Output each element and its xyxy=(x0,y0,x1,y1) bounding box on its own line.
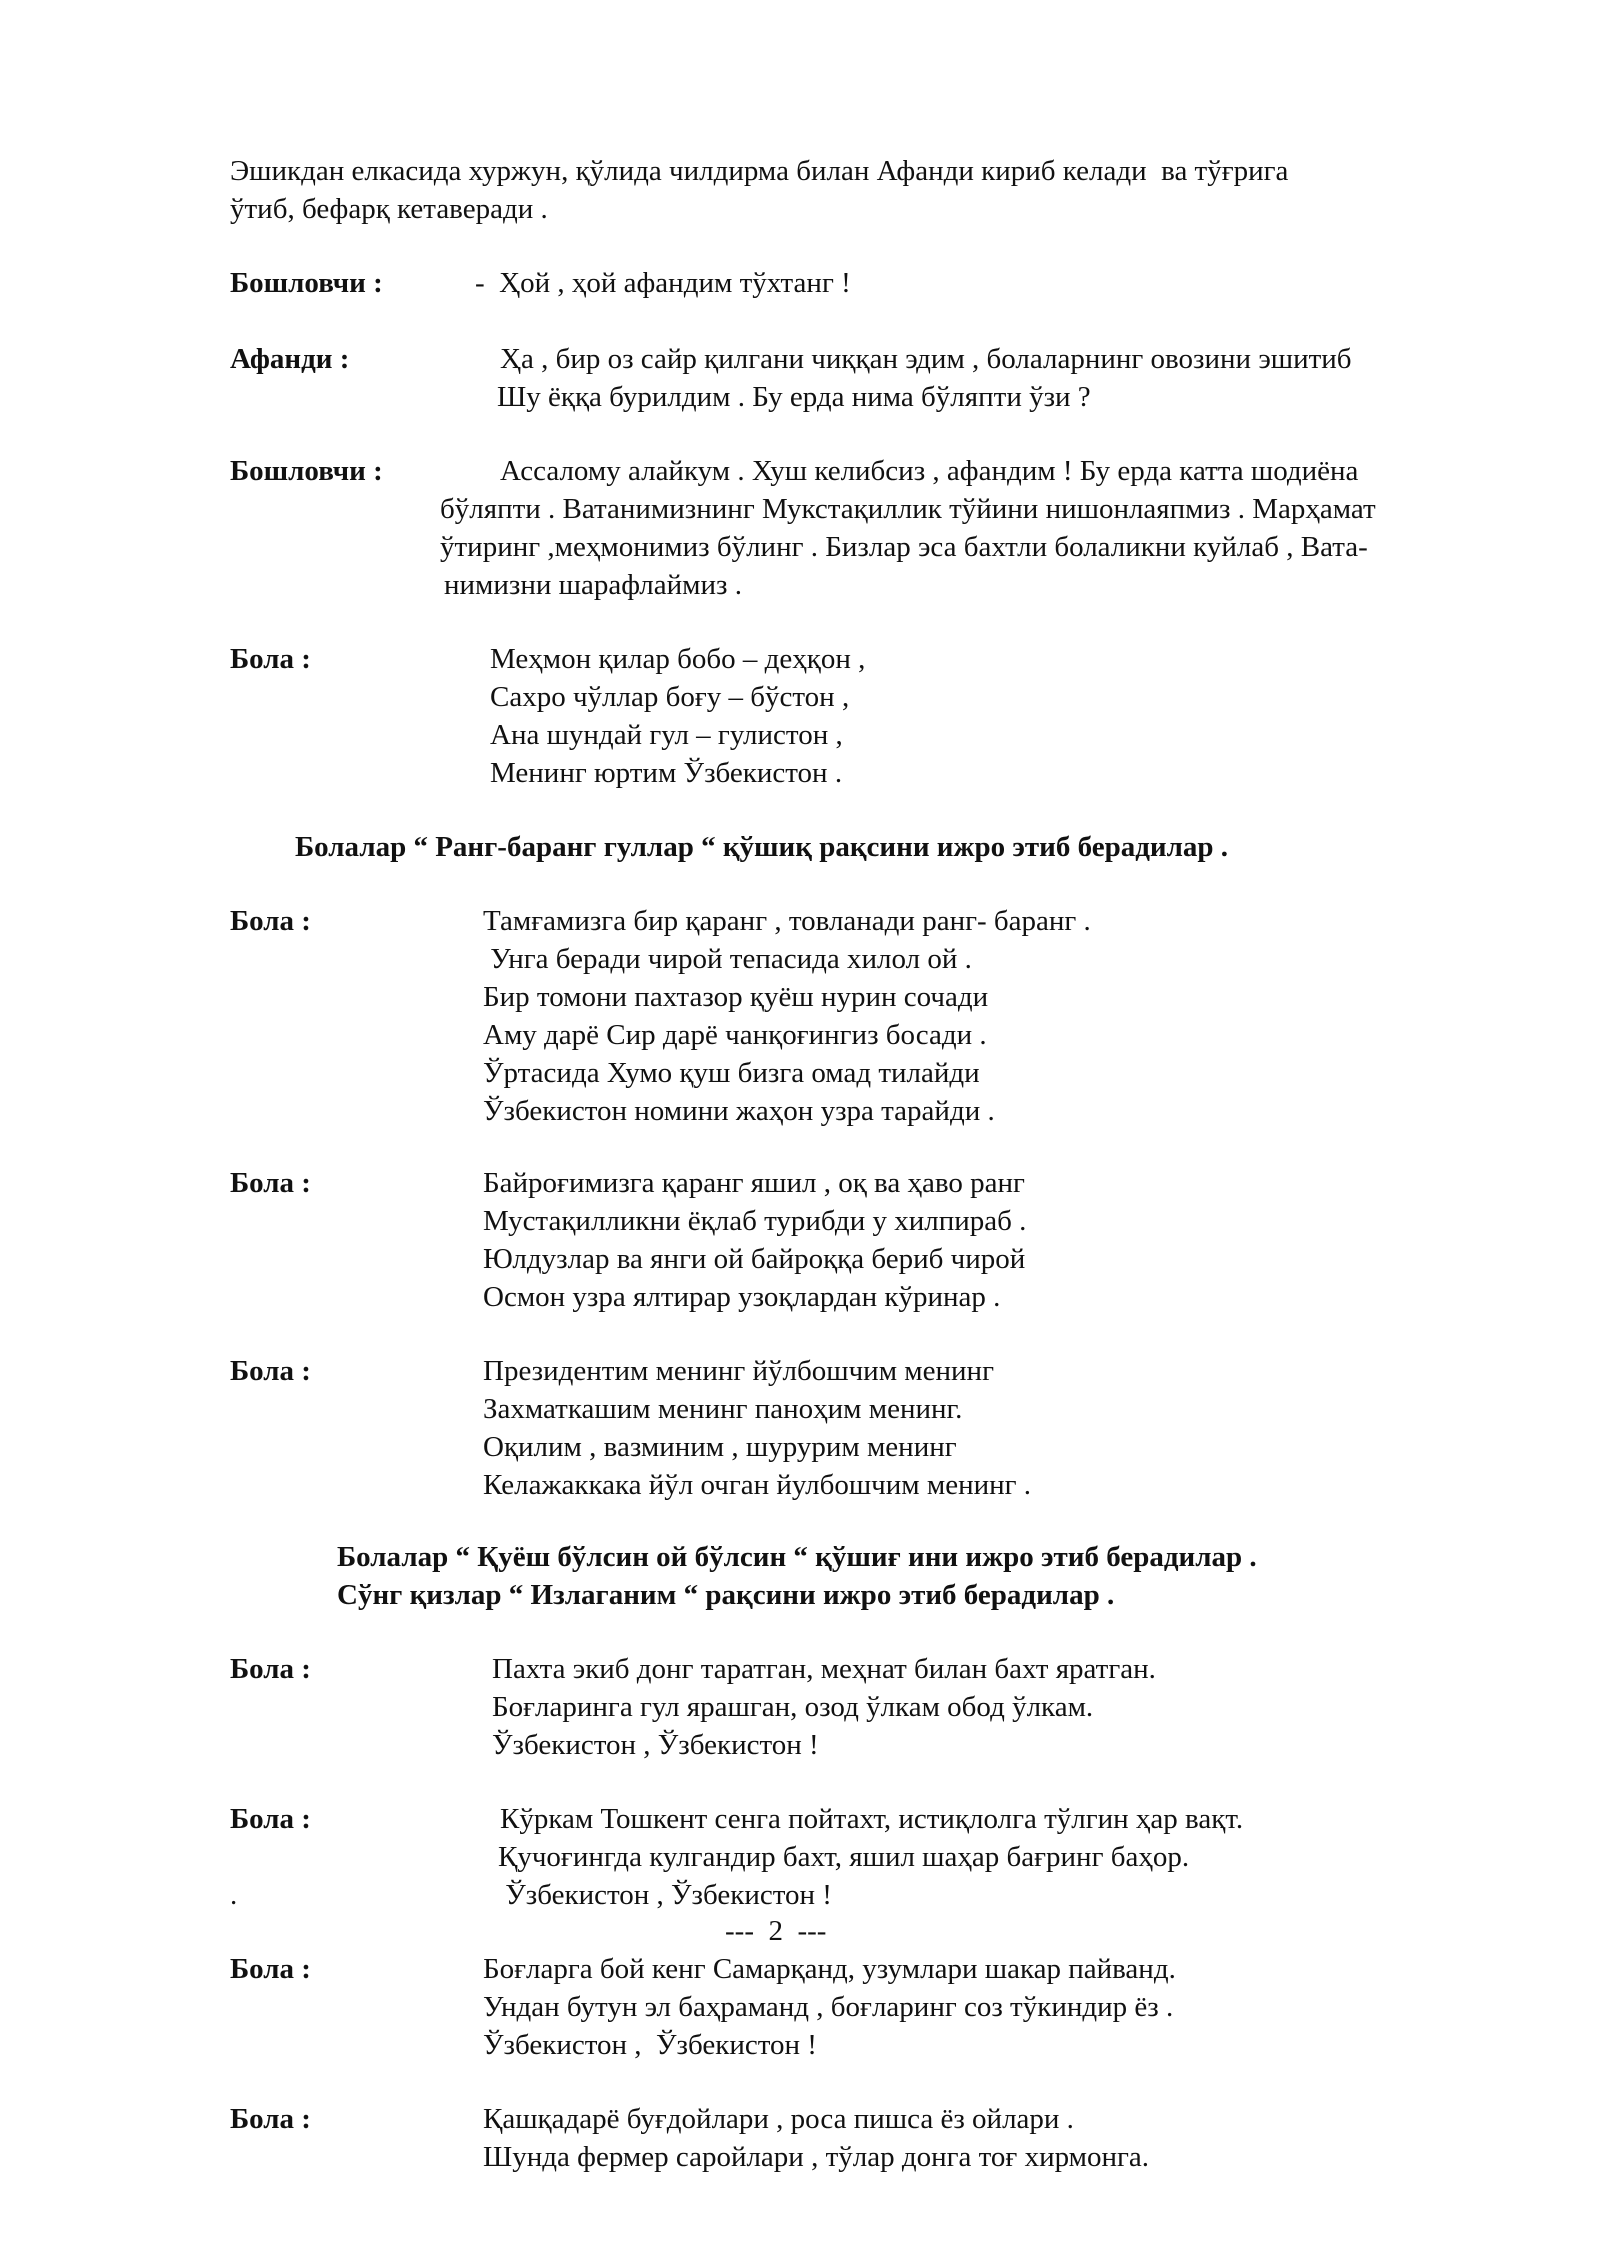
stage-direction: Сўнг қизлар “ Излаганим “ рақсини ижро этиб берадилар . xyxy=(337,1579,1115,1611)
speaker-label: Афанди : xyxy=(230,343,350,375)
speaker-label: Бошловчи : xyxy=(230,455,383,487)
verse-line: Тамғамизга бир қаранг , товланади ранг- баранг . xyxy=(483,905,1091,937)
verse-line: Президентим менинг йўлбошчим менинг xyxy=(483,1355,994,1387)
verse-line: Пахта экиб донг таратган, меҳнат билан бахт яратган. xyxy=(492,1653,1156,1685)
verse-line: Қашқадарё буғдойлари , роса пишса ёз ойлари . xyxy=(483,2103,1074,2135)
dialogue-line: - Ҳой , ҳой афандим тўхтанг ! xyxy=(475,267,851,299)
verse-line: Осмон узра ялтирар узоқлардан кўринар . xyxy=(483,1281,1001,1313)
speaker-label: Бола : xyxy=(230,1355,311,1387)
verse-line: Ўзбекистон , Ўзбекистон ! xyxy=(492,1729,819,1761)
stage-direction: Болалар “ Ранг-баранг гуллар “ қўшиқ рақсини ижро этиб берадилар . xyxy=(295,831,1229,863)
verse-line: Байроғимизга қаранг яшил , оқ ва ҳаво ранг xyxy=(483,1167,1025,1199)
verse-line: Шунда фермер саройлари , тўлар донга тоғ хирмонга. xyxy=(483,2141,1150,2173)
speaker-label: Бола : xyxy=(230,1953,311,1985)
speaker-label: Бола : xyxy=(230,1653,311,1685)
verse-line: Ўртасида Хумо қуш бизга омад тилайди xyxy=(483,1057,980,1089)
verse-line: Менинг юртим Ўзбекистон . xyxy=(490,757,843,789)
speaker-label: Бола : xyxy=(230,2103,311,2135)
stray-mark: . xyxy=(230,1879,238,1911)
dialogue-line: бўляпти . Ватанимизнинг Мукстақиллик тўйини нишонлаяпмиз . Марҳамат xyxy=(440,493,1376,525)
dialogue-line: нимизни шарафлаймиз . xyxy=(444,569,742,601)
verse-line: Ундан бутун эл баҳраманд , боғларинг соз тўкиндир ёз . xyxy=(483,1991,1174,2023)
verse-line: Ана шундай гул – гулистон , xyxy=(490,719,843,751)
verse-line: Аму дарё Сир дарё чанқоғингиз босади . xyxy=(483,1019,987,1051)
intro-line: Эшикдан елкасида хуржун, қўлида чилдирма билан Афанди кириб келади ва тўғрига xyxy=(230,155,1289,187)
speaker-label: Бола : xyxy=(230,905,311,937)
verse-line: Боғларга бой кенг Самарқанд, узумлари шакар пайванд. xyxy=(483,1953,1176,1985)
intro-line: ўтиб, бефарқ кетаверади . xyxy=(230,193,548,225)
verse-line: Кўркам Тошкент сенга пойтахт, истиқлолга тўлгин ҳар вақт. xyxy=(500,1803,1244,1835)
verse-line: Оқилим , вазминим , шурурим менинг xyxy=(483,1431,957,1463)
dialogue-line: Ассалому алайкум . Хуш келибсиз , афандим ! Бу ерда катта шодиёна xyxy=(500,455,1359,487)
verse-line: Бир томони пахтазор қуёш нурин сочади xyxy=(483,981,989,1013)
speaker-label: Бола : xyxy=(230,643,311,675)
verse-line: Мустақилликни ёқлаб турибди у хилпираб . xyxy=(483,1205,1027,1237)
speaker-label: Бола : xyxy=(230,1167,311,1199)
page-number: --- 2 --- xyxy=(725,1915,827,1947)
verse-line: Меҳмон қилар бобо – деҳқон , xyxy=(490,643,866,675)
verse-line: Келажаккака йўл очган йулбошчим менинг . xyxy=(483,1469,1032,1501)
verse-line: Захматкашим менинг паноҳим менинг. xyxy=(483,1393,963,1425)
verse-line: Ўзбекистон , Ўзбекистон ! xyxy=(483,2029,817,2061)
dialogue-line: Ҳа , бир оз сайр қилгани чиққан эдим , болаларнинг овозини эшитиб xyxy=(500,343,1352,375)
verse-line: Қучоғингда кулгандир бахт, яшил шаҳар бағринг баҳор. xyxy=(498,1841,1190,1873)
verse-line: Юлдузлар ва янги ой байроққа бериб чирой xyxy=(483,1243,1026,1275)
dialogue-line: Шу ёққа бурилдим . Бу ерда нима бўляпти ўзи ? xyxy=(497,381,1091,413)
verse-line: Боғларинга гул ярашган, озод ўлкам обод ўлкам. xyxy=(492,1691,1094,1723)
dialogue-line: ўтиринг ,меҳмонимиз бўлинг . Бизлар эса бахтли болаликни куйлаб , Вата- xyxy=(440,531,1368,563)
verse-line: Унга беради чирой тепасида хилол ой . xyxy=(483,943,972,975)
speaker-label: Бошловчи : xyxy=(230,267,383,299)
stage-direction: Болалар “ Қуёш бўлсин ой бўлсин “ қўшиғ ини ижро этиб берадилар . xyxy=(337,1541,1257,1573)
verse-line: Ўзбекистон , Ўзбекистон ! xyxy=(498,1879,832,1911)
verse-line: Сахро чўллар боғу – бўстон , xyxy=(490,681,850,713)
speaker-label: Бола : xyxy=(230,1803,311,1835)
verse-line: Ўзбекистон номини жаҳон узра тарайди . xyxy=(483,1095,995,1127)
